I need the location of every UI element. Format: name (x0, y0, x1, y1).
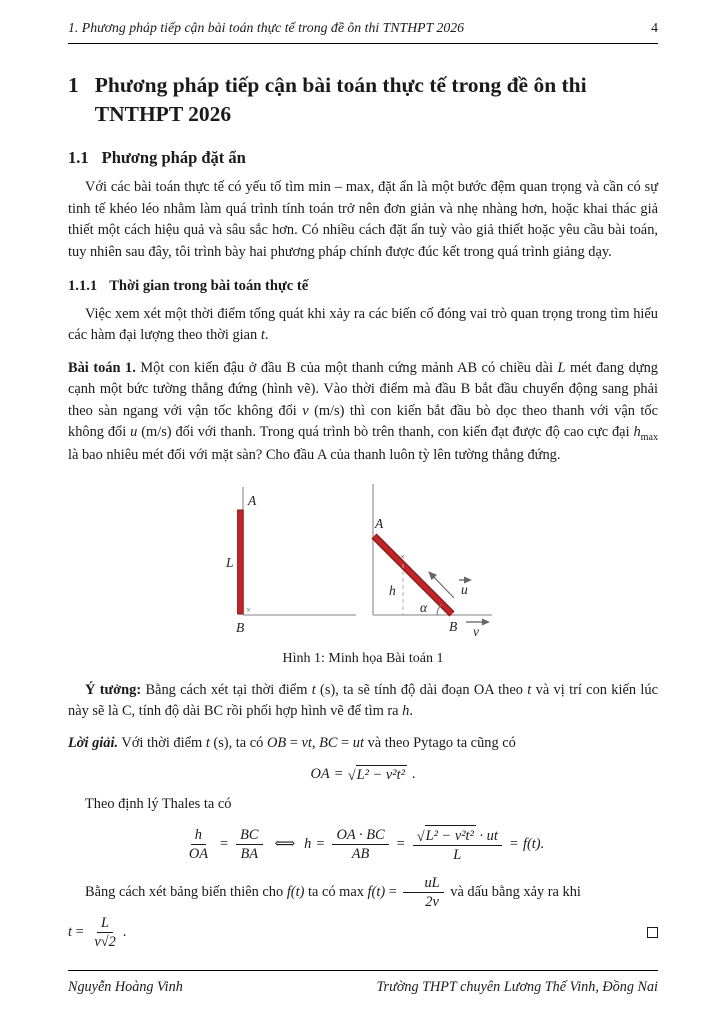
thales-intro: Theo định lý Thales ta có (85, 795, 232, 812)
solution-paragraph: Lời giải. Với thời điểm t (s), ta có OB = vt, BC = ut và theo Pytago ta cũng có (68, 734, 516, 751)
inline-fraction: $\frac{uL}{2v}$ (403, 874, 443, 911)
equals-sign: = (509, 836, 518, 853)
page-footer (68, 970, 658, 996)
length-l-label: L (226, 554, 234, 570)
u-label: u (461, 581, 468, 597)
problem-statement: Bài toán 1. Một con kiến đậu ở đầu B của một thanh cứng mảnh AB có chiều dài L mét đang dựng cạnh một bức tường thẳng đứng (hình vẽ). Vào thời điểm mà đầu B bắt đầu chuyển động sang phải theo sàn ngang với vận tốc không đổi v (m/s) thì con kiến bắt đầu bò dọc theo thanh với vận tốc không đổi u (m/s) đối với thanh. Trong quá trình bò trên thanh, con kiến đạt được độ cao cực đại $h_{max}$ là bao nhiêu mét đối với mặt sàn? Cho đầu A của thanh luôn tỳ lên tường thẳng đứng. (68, 359, 659, 464)
time-paragraph: Việc xem xét một thời điểm tổng quát khi xảy ra các biến cố đóng vai trò quan trọng trong tìm hiểu các hàm đại lượng theo thời gian t. (68, 306, 658, 344)
diagram-rod-vertical (225, 487, 356, 635)
fraction-bc-ba: $\frac{BC}{BA}$ (236, 826, 262, 863)
equals-sign: = (220, 836, 229, 853)
v-label: v (473, 623, 479, 639)
rod (374, 536, 452, 614)
angle-alpha-label: α (420, 599, 428, 615)
radicand: L² − v²t² (356, 766, 405, 783)
subsection-number: 1.1 (68, 148, 89, 168)
header-page-number: 4 (651, 20, 658, 35)
period: . (411, 765, 416, 782)
formula-thales (68, 825, 658, 864)
idea-paragraph: Ý tưởng: Bằng cách xét tại thời điểm t (s), ta sẽ tính độ dài đoạn OA theo t và vị trí con kiến lúc này sẽ là C, tính độ dài BC rồi phối hợp hình vẽ để tìm ra h. (68, 681, 658, 720)
subsection-heading (68, 148, 658, 168)
point-b-label: B (449, 618, 458, 634)
subsubsection-title: Thời gian trong bài toán thực tế (109, 278, 309, 294)
point-a-label: A (375, 515, 384, 531)
t-equation: t = $\frac{L}{v√2}$ . (68, 915, 127, 951)
figure-caption: Hình 1: Minh họa Bài toán 1 (282, 650, 444, 666)
point-b-label: B (236, 619, 245, 635)
footer-affiliation: Trường THPT chuyên Lương Thế Vinh, Đồng Nai (376, 979, 658, 995)
closing-paragraph: Bằng cách xét bảng biến thiên cho f(t) ta có max f(t) = $\frac{uL}{2v}$ và dấu bằng xảy ra khi (85, 875, 581, 911)
section-heading (68, 71, 658, 128)
height-h-label: h (389, 582, 396, 598)
equals-sign: = (316, 836, 325, 853)
ant-mark: × (400, 551, 406, 562)
section-title: Phương pháp tiếp cận bài toán thực tế trong đề ôn thi TNTHPT 2026 (94, 73, 587, 126)
formula-oa (68, 765, 658, 784)
formula-oa-lhs: OA (310, 765, 330, 782)
radical-icon: √ (347, 767, 356, 784)
point-a-label: A (248, 492, 257, 508)
fraction-h-oa: $\frac{h}{OA}$ (188, 827, 208, 863)
subsubsection-heading (68, 278, 658, 295)
page-header (68, 20, 658, 44)
figure-svg (68, 482, 658, 644)
u-vector-label (459, 580, 471, 597)
qed-icon (647, 927, 658, 938)
header-title: 1. Phương pháp tiếp cận bài toán thực tế trong đề ôn thi TNTHPT 2026 (68, 20, 465, 35)
h-variable: h (304, 836, 312, 853)
fraction-sqrt-l: √ L² − v²t² · ut L (413, 825, 502, 864)
v-vector-label (466, 622, 489, 639)
diagram-rod-inclined (373, 484, 492, 639)
figure-illustration (68, 482, 658, 644)
ft-result: f(t). (523, 836, 545, 853)
ant-mark: × (246, 604, 252, 615)
equals-sign: = (396, 836, 405, 853)
closing-line2 (68, 914, 658, 951)
subsection-title: Phương pháp đặt ẩn (101, 148, 246, 168)
radical-icon: √ (416, 829, 425, 846)
rod (238, 510, 244, 614)
iff-arrow-icon: ⟺ (274, 836, 296, 853)
section-number: 1 (68, 73, 79, 97)
intro-paragraph: Với các bài toán thực tế có yếu tố tìm min – max, đặt ẩn là một bước đệm quan trọng và cần có sự tinh tế khéo léo nhằm làm quá trình tính toán trở nên đơn giản và nhẹ nhàng hơn, hoặc khai thác giả thiết một cách hiệu quả và sâu sắc hơn. Có nhiều cách đặt ẩn tuỳ vào giả thiết hoặc yêu cầu bài toán, tuy nhiên sau đây, tôi trình bày hai phương pháp chính được đúc kết trong quá trình giảng dạy. (68, 179, 658, 260)
square-root: √ L² − v²t² (417, 825, 476, 845)
square-root (348, 765, 407, 784)
fraction-oabc-ab: $\frac{OA \cdot BC}{AB}$ (332, 826, 388, 863)
inline-fraction: $\frac{L}{v√2}$ (94, 915, 116, 951)
subsubsection-number: 1.1.1 (68, 278, 98, 294)
footer-author: Nguyễn Hoàng Vinh (68, 979, 183, 995)
equals-sign: = (334, 765, 343, 782)
